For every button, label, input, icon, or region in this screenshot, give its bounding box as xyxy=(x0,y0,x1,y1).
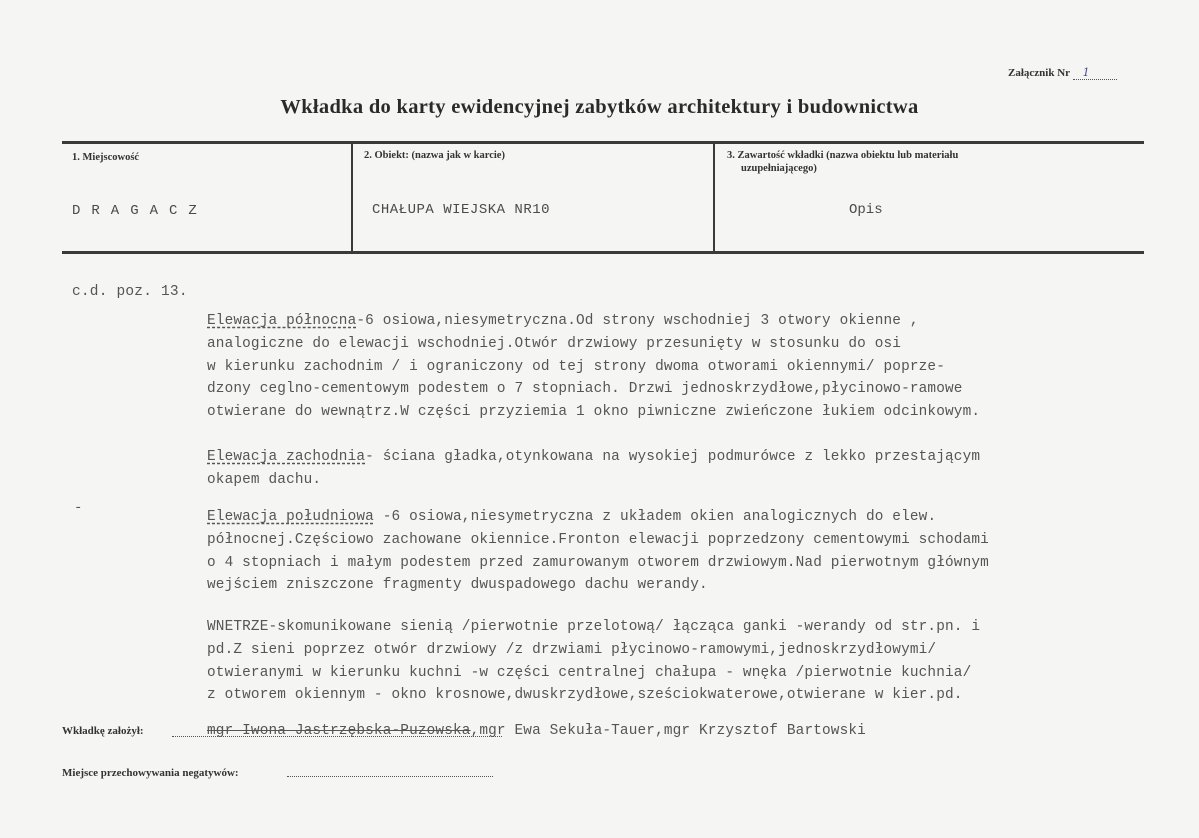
field-object-value: CHAŁUPA WIEJSKA NR10 xyxy=(372,202,551,218)
paragraph-south-elevation xyxy=(207,506,1137,597)
text-line: otwierane do wewnątrz.W części przyziemia 1 okno piwniczne zwieńczone łukiem odcinkowym. xyxy=(207,404,981,421)
attachment-number xyxy=(1008,66,1117,80)
text-line xyxy=(207,446,1137,469)
text-line: WNETRZE-skomunikowane sienią /pierwotnie przelotową/ łącząca ganki -werandy od str.pn. i xyxy=(207,619,981,635)
text-line: dzony ceglno-cementowym podestem o 7 stopniach. Drzwi jednoskrzydłowe,płycinowo-ramowe xyxy=(207,381,963,398)
continuation-note: c.d. poz. 13. xyxy=(72,284,188,300)
text-line xyxy=(207,720,1137,743)
founder-value xyxy=(207,720,1137,743)
field-content-value: Opis xyxy=(849,202,883,218)
negatives-label: Miejsce przechowywania negatywów: xyxy=(62,767,239,779)
founder-names: ,mgr Ewa Sekuła-Tauer,mgr Krzysztof Bartowski xyxy=(470,723,866,739)
negatives-dotted-line xyxy=(287,776,493,777)
field-object-label: 2. Obiekt: (nazwa jak w karcie) xyxy=(364,150,505,161)
text-span: -6 osiowa,niesymetryczna z układem okien analogicznych do elew. xyxy=(373,509,937,525)
text-line: otwieranymi w kierunku kuchni -w części centralnej chałupa - wnęka /pierwotnie kuchnia/ xyxy=(207,664,972,681)
text-line: okapem dachu. xyxy=(207,471,322,488)
attachment-value: 1 xyxy=(1073,66,1117,80)
paragraph-north-elevation xyxy=(207,310,1137,424)
paragraph-interior xyxy=(207,616,1137,707)
founder-label: Wkładkę założył: xyxy=(62,725,144,737)
text-line: analogiczne do elewacji wschodniej.Otwór drzwiowy przesunięty w stosunku do osi xyxy=(207,335,902,352)
text-line: o 4 stopniach i małym podestem przed zamurowanym otworem drzwiowym.Nad pierwotnym głównym xyxy=(207,554,989,571)
field-locality-label: 1. Miejscowość xyxy=(72,152,140,163)
paragraph-west-elevation xyxy=(207,446,1137,492)
field-content-label xyxy=(727,149,1047,175)
text-line: pd.Z sieni poprzez otwór drzwiowy /z drzwiami płycinowo-ramowymi,jednoskrzydłowymi/ xyxy=(207,641,937,658)
header-top-rule xyxy=(62,141,1144,144)
founder-name-struck: mgr Iwona Jastrzębska-Puzowska xyxy=(207,723,471,739)
text-span: - ściana gładka,otynkowana na wysokiej podmurówce z lekko przestającym xyxy=(365,449,981,465)
text-line: wejściem zniszczone fragmenty dwuspadowego dachu werandy. xyxy=(207,577,708,594)
field-content-label-line2: uzupełniającego) xyxy=(741,163,817,174)
text-line: w kierunku zachodnim / i ograniczony od tej strony dwoma otworami okiennymi/ poprze- xyxy=(207,358,946,375)
text-line xyxy=(207,310,1137,333)
document-title: Wkładka do karty ewidencyjnej zabytków architektury i budownictwa xyxy=(280,96,919,118)
header-divider-2 xyxy=(713,144,715,251)
field-locality-value: DRAGACZ xyxy=(72,203,208,219)
text-line: z otworem okiennym - okno krosnowe,dwuskrzydłowe,sześciokwaterowe,otwierane w kier.pd. xyxy=(207,687,963,704)
field-content-label-line1: 3. Zawartość wkładki (nazwa obiektu lub materiału xyxy=(727,150,959,161)
attachment-label: Załącznik Nr xyxy=(1008,67,1070,79)
section-heading: Elewacja północna xyxy=(207,313,357,329)
header-divider-1 xyxy=(351,144,353,251)
header-bottom-rule xyxy=(62,251,1144,254)
text-line xyxy=(207,506,1137,529)
margin-dash: - xyxy=(74,500,83,516)
section-heading: Elewacja zachodnia xyxy=(207,449,366,465)
section-heading: Elewacja południowa xyxy=(207,509,374,525)
text-span: -6 osiowa,niesymetryczna.Od strony wschodniej 3 otwory okienne , xyxy=(356,313,919,329)
text-line: północnej.Częściowo zachowane okiennice.Fronton elewacji poprzedzony cementowymi schodami xyxy=(207,531,989,548)
